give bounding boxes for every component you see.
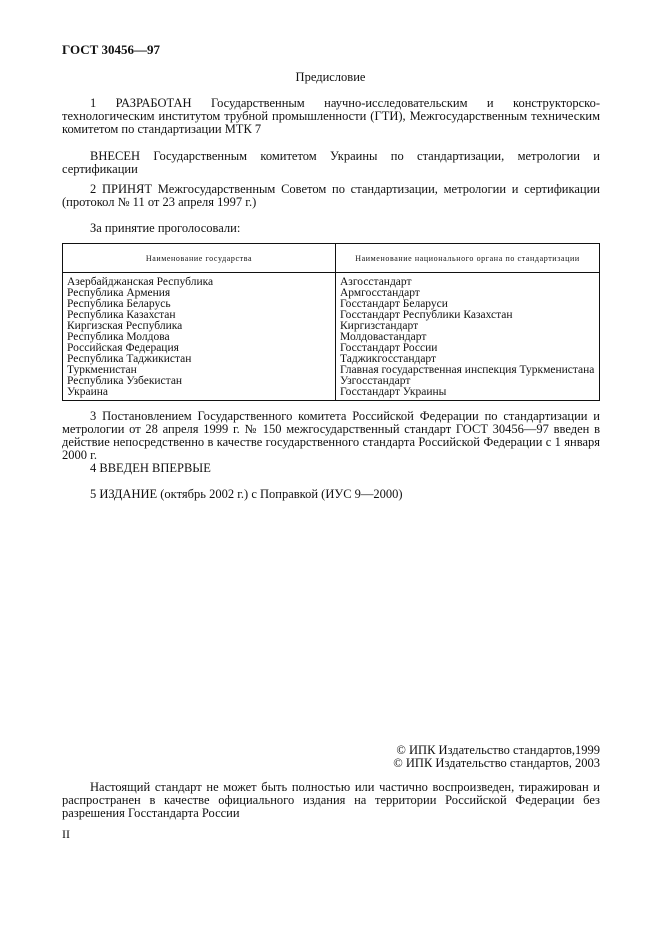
organs-cell [336, 273, 600, 401]
paragraph-introduced: ВНЕСЕН Государственным комитетом Украины по стандартизации, метрологии и сертификации [62, 149, 600, 176]
state-name: Российская Федерация [67, 342, 179, 354]
states-cell [63, 273, 336, 401]
state-name: Республика Армения [67, 287, 171, 299]
state-name: Киргизская Республика [67, 320, 183, 332]
organ-name: Госстандарт Беларуси [340, 298, 448, 310]
organ-name: Главная государственная инспекция Туркменистана [340, 364, 595, 376]
reproduction-notice: Настоящий стандарт не может быть полностью или частично воспроизведен, тиражирован и распространен в качестве официального издания на территории Российской Федерации без разрешения Госстандарта России [62, 780, 600, 820]
organ-name: Госстандарт Украины [340, 386, 447, 398]
state-name: Азербайджанская Республика [67, 276, 214, 288]
organ-name: Таджикгосстандарт [340, 353, 437, 365]
table-row [63, 273, 600, 401]
state-name: Республика Узбекистан [67, 375, 183, 387]
organ-name: Госстандарт России [340, 342, 438, 354]
state-name: Республика Беларусь [67, 298, 171, 310]
organ-name: Молдовастандарт [340, 331, 427, 343]
column-header-state: Наименование государства [63, 244, 336, 273]
organ-name: Армгосстандарт [340, 287, 420, 299]
paragraph-edition: 5 ИЗДАНИЕ (октябрь 2002 г.) с Поправкой (ИУС 9—2000) [90, 487, 403, 501]
paragraph-first-introduced: 4 ВВЕДЕН ВПЕРВЫЕ [90, 461, 211, 475]
standard-designation: ГОСТ 30456—97 [62, 42, 161, 57]
state-name: Республика Таджикистан [67, 353, 192, 365]
page-title: Предисловие [295, 70, 366, 84]
copyright-1999: © ИПК Издательство стандартов,1999 [396, 743, 600, 757]
voting-table [62, 243, 600, 401]
page-number: II [62, 827, 70, 841]
paragraph-enacted: 3 Постановлением Государственного комитета Российской Федерации по стандартизации и метрологии от 28 апреля 1999 г. № 150 межгосударственный стандарт ГОСТ 30456—97 введен в действие непосредственно в качестве государственного стандарта Российской Федерации с 1 января 2000 г. [62, 409, 600, 462]
table-header-row [63, 244, 600, 273]
voting-caption: За принятие проголосовали: [90, 221, 241, 235]
state-name: Республика Казахстан [67, 309, 176, 321]
organ-name: Киргизстандарт [340, 320, 419, 332]
paragraph-developed: 1 РАЗРАБОТАН Государственным научно-исследовательским и конструкторско-технологическим институтом трубной промышленности (ГТИ), Межгосударственным техническим комитетом по стандартизации МТК 7 [62, 96, 600, 136]
state-name: Украина [67, 386, 108, 398]
paragraph-adopted: 2 ПРИНЯТ Межгосударственным Советом по стандартизации, метрологии и сертификации (протокол № 11 от 23 апреля 1997 г.) [62, 182, 600, 209]
copyright-2003: © ИПК Издательство стандартов, 2003 [393, 756, 600, 770]
state-name: Туркменистан [67, 364, 137, 376]
organ-name: Госстандарт Республики Казахстан [340, 309, 513, 321]
organ-name: Азгосстандарт [340, 276, 412, 288]
state-name: Республика Молдова [67, 331, 170, 343]
organ-name: Узгосстандарт [340, 375, 411, 387]
column-header-organ: Наименование национального органа по стандартизации [336, 244, 600, 273]
